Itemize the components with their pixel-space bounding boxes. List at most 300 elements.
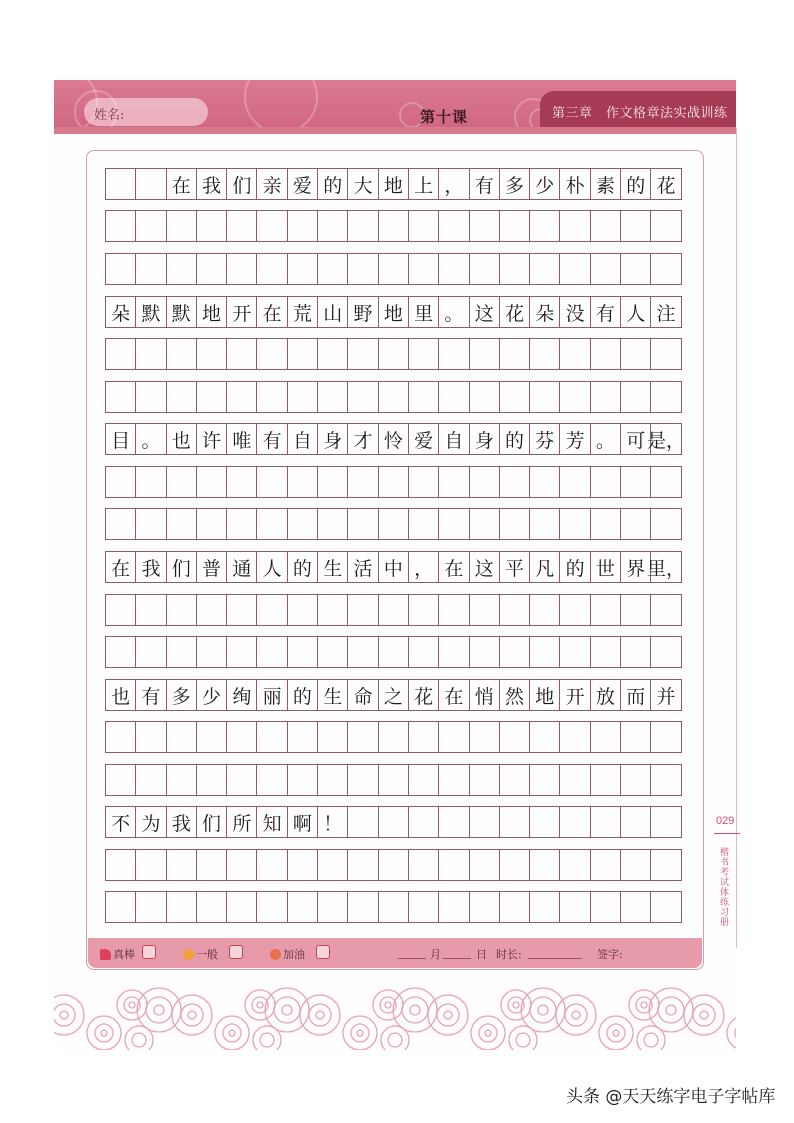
grid-cell[interactable] bbox=[621, 637, 651, 667]
grid-cell[interactable] bbox=[591, 850, 621, 880]
grid-cell[interactable] bbox=[470, 637, 500, 667]
grid-cell[interactable]: 放 bbox=[591, 680, 621, 710]
grid-cell[interactable]: 开 bbox=[560, 680, 590, 710]
grid-cell[interactable]: 的 bbox=[500, 424, 530, 454]
grid-cell[interactable] bbox=[591, 382, 621, 412]
grid-cell[interactable]: 也 bbox=[167, 424, 197, 454]
grid-cell[interactable] bbox=[560, 722, 590, 752]
grid-cell[interactable]: 我 bbox=[167, 807, 197, 837]
grid-cell[interactable] bbox=[227, 892, 257, 922]
grid-cell[interactable]: 芳 bbox=[560, 424, 590, 454]
grid-cell[interactable] bbox=[621, 807, 651, 837]
grid-cell[interactable] bbox=[348, 595, 378, 625]
grid-cell[interactable] bbox=[257, 765, 287, 795]
grid-cell[interactable] bbox=[651, 211, 681, 241]
grid-cell[interactable] bbox=[560, 339, 590, 369]
grid-cell[interactable] bbox=[409, 467, 439, 497]
grid-cell[interactable]: ， bbox=[409, 552, 439, 582]
grid-cell[interactable] bbox=[167, 637, 197, 667]
grid-cell[interactable] bbox=[409, 807, 439, 837]
grid-cell[interactable] bbox=[500, 850, 530, 880]
grid-cell[interactable] bbox=[288, 850, 318, 880]
grid-cell[interactable] bbox=[530, 254, 560, 284]
grid-cell[interactable] bbox=[560, 595, 590, 625]
grid-cell[interactable] bbox=[348, 254, 378, 284]
grid-cell[interactable]: 多 bbox=[500, 169, 530, 199]
grid-cell[interactable]: 而 bbox=[621, 680, 651, 710]
grid-cell[interactable] bbox=[409, 211, 439, 241]
grid-cell[interactable]: 爱 bbox=[409, 424, 439, 454]
grid-cell[interactable] bbox=[560, 807, 590, 837]
grid-cell[interactable] bbox=[621, 467, 651, 497]
grid-cell[interactable] bbox=[530, 765, 560, 795]
grid-cell[interactable] bbox=[470, 765, 500, 795]
grid-cell[interactable] bbox=[318, 211, 348, 241]
grid-cell[interactable]: 亲 bbox=[257, 169, 287, 199]
grid-cell[interactable] bbox=[288, 595, 318, 625]
grid-cell[interactable] bbox=[621, 595, 651, 625]
grid-cell[interactable] bbox=[379, 807, 409, 837]
grid-cell[interactable] bbox=[560, 765, 590, 795]
grid-cell[interactable] bbox=[136, 637, 166, 667]
grid-cell[interactable]: 身 bbox=[318, 424, 348, 454]
grid-cell[interactable] bbox=[257, 339, 287, 369]
grid-cell[interactable]: 中 bbox=[379, 552, 409, 582]
grid-cell[interactable] bbox=[439, 382, 469, 412]
grid-cell[interactable] bbox=[227, 467, 257, 497]
grid-cell[interactable] bbox=[470, 382, 500, 412]
grid-cell[interactable] bbox=[167, 765, 197, 795]
grid-cell[interactable] bbox=[651, 382, 681, 412]
grid-cell[interactable] bbox=[470, 509, 500, 539]
grid-cell[interactable]: 所 bbox=[227, 807, 257, 837]
grid-cell[interactable]: 人 bbox=[621, 297, 651, 327]
grid-cell[interactable]: 为 bbox=[136, 807, 166, 837]
grid-cell[interactable] bbox=[651, 509, 681, 539]
grid-cell[interactable]: 花 bbox=[500, 297, 530, 327]
grid-cell[interactable]: 。 bbox=[439, 297, 469, 327]
rating-ok-checkbox[interactable] bbox=[229, 945, 243, 959]
grid-cell[interactable] bbox=[348, 339, 378, 369]
grid-cell[interactable] bbox=[136, 509, 166, 539]
grid-cell[interactable] bbox=[106, 892, 136, 922]
grid-cell[interactable]: 然 bbox=[500, 680, 530, 710]
grid-cell[interactable] bbox=[197, 339, 227, 369]
grid-cell[interactable] bbox=[470, 339, 500, 369]
grid-cell[interactable] bbox=[348, 467, 378, 497]
grid-cell[interactable] bbox=[288, 382, 318, 412]
grid-cell[interactable] bbox=[621, 892, 651, 922]
grid-cell[interactable] bbox=[379, 637, 409, 667]
grid-cell[interactable]: 里 bbox=[409, 297, 439, 327]
grid-cell[interactable]: 的 bbox=[560, 552, 590, 582]
grid-cell[interactable]: 们 bbox=[197, 807, 227, 837]
grid-cell[interactable] bbox=[651, 254, 681, 284]
grid-cell[interactable] bbox=[651, 807, 681, 837]
grid-cell[interactable] bbox=[651, 892, 681, 922]
grid-cell[interactable] bbox=[379, 595, 409, 625]
grid-cell[interactable] bbox=[470, 211, 500, 241]
grid-cell[interactable] bbox=[197, 892, 227, 922]
grid-cell[interactable] bbox=[318, 467, 348, 497]
grid-cell[interactable] bbox=[106, 169, 136, 199]
grid-cell[interactable] bbox=[500, 509, 530, 539]
grid-cell[interactable] bbox=[136, 722, 166, 752]
grid-cell[interactable]: 知 bbox=[257, 807, 287, 837]
grid-cell[interactable] bbox=[439, 807, 469, 837]
grid-cell[interactable] bbox=[651, 637, 681, 667]
grid-cell[interactable] bbox=[136, 382, 166, 412]
grid-cell[interactable] bbox=[530, 339, 560, 369]
grid-cell[interactable] bbox=[530, 722, 560, 752]
grid-cell[interactable]: 唯 bbox=[227, 424, 257, 454]
grid-cell[interactable]: 们 bbox=[227, 169, 257, 199]
grid-cell[interactable] bbox=[288, 892, 318, 922]
grid-cell[interactable] bbox=[379, 722, 409, 752]
grid-cell[interactable] bbox=[167, 339, 197, 369]
grid-cell[interactable] bbox=[197, 765, 227, 795]
grid-cell[interactable] bbox=[651, 722, 681, 752]
grid-cell[interactable]: 身 bbox=[470, 424, 500, 454]
grid-cell[interactable] bbox=[167, 254, 197, 284]
grid-cell[interactable] bbox=[409, 339, 439, 369]
grid-cell[interactable] bbox=[470, 892, 500, 922]
grid-cell[interactable] bbox=[318, 892, 348, 922]
grid-cell[interactable] bbox=[288, 254, 318, 284]
grid-cell[interactable] bbox=[257, 467, 287, 497]
grid-cell[interactable] bbox=[530, 807, 560, 837]
grid-cell[interactable] bbox=[530, 467, 560, 497]
grid-cell[interactable] bbox=[257, 892, 287, 922]
grid-cell[interactable]: 少 bbox=[197, 680, 227, 710]
grid-cell[interactable] bbox=[348, 807, 378, 837]
grid-cell[interactable]: 通 bbox=[227, 552, 257, 582]
grid-cell[interactable] bbox=[197, 509, 227, 539]
grid-cell[interactable] bbox=[197, 467, 227, 497]
grid-cell[interactable] bbox=[439, 509, 469, 539]
grid-cell[interactable]: 地 bbox=[530, 680, 560, 710]
grid-cell[interactable] bbox=[439, 467, 469, 497]
grid-cell[interactable] bbox=[439, 765, 469, 795]
grid-cell[interactable]: 这 bbox=[470, 297, 500, 327]
grid-cell[interactable] bbox=[136, 850, 166, 880]
grid-cell[interactable] bbox=[621, 765, 651, 795]
grid-cell[interactable]: 在 bbox=[106, 552, 136, 582]
grid-cell[interactable] bbox=[439, 339, 469, 369]
grid-cell[interactable] bbox=[591, 467, 621, 497]
grid-cell[interactable] bbox=[379, 211, 409, 241]
grid-cell[interactable]: 的 bbox=[288, 552, 318, 582]
grid-cell[interactable]: 有 bbox=[470, 169, 500, 199]
grid-cell[interactable] bbox=[227, 595, 257, 625]
grid-cell[interactable]: 是， bbox=[651, 424, 681, 454]
grid-cell[interactable] bbox=[167, 722, 197, 752]
grid-cell[interactable] bbox=[257, 509, 287, 539]
grid-cell[interactable]: 花 bbox=[651, 169, 681, 199]
grid-cell[interactable] bbox=[288, 765, 318, 795]
grid-cell[interactable] bbox=[621, 850, 651, 880]
grid-cell[interactable]: 在 bbox=[257, 297, 287, 327]
grid-cell[interactable] bbox=[379, 382, 409, 412]
grid-cell[interactable] bbox=[136, 595, 166, 625]
grid-cell[interactable] bbox=[379, 892, 409, 922]
grid-cell[interactable] bbox=[136, 254, 166, 284]
grid-cell[interactable]: 命 bbox=[348, 680, 378, 710]
grid-cell[interactable]: 爱 bbox=[288, 169, 318, 199]
grid-cell[interactable] bbox=[106, 595, 136, 625]
grid-cell[interactable]: 有 bbox=[257, 424, 287, 454]
grid-cell[interactable] bbox=[348, 211, 378, 241]
grid-cell[interactable] bbox=[439, 722, 469, 752]
grid-cell[interactable]: 这 bbox=[470, 552, 500, 582]
grid-cell[interactable] bbox=[318, 765, 348, 795]
grid-cell[interactable]: 注 bbox=[651, 297, 681, 327]
grid-cell[interactable] bbox=[288, 467, 318, 497]
grid-cell[interactable] bbox=[106, 382, 136, 412]
grid-cell[interactable]: 生 bbox=[318, 680, 348, 710]
grid-cell[interactable] bbox=[227, 382, 257, 412]
grid-cell[interactable]: 平 bbox=[500, 552, 530, 582]
grid-cell[interactable] bbox=[621, 722, 651, 752]
grid-cell[interactable] bbox=[318, 254, 348, 284]
grid-cell[interactable]: 并 bbox=[651, 680, 681, 710]
grid-cell[interactable] bbox=[409, 254, 439, 284]
grid-cell[interactable]: 在 bbox=[439, 680, 469, 710]
grid-cell[interactable] bbox=[136, 339, 166, 369]
grid-cell[interactable] bbox=[530, 637, 560, 667]
grid-cell[interactable] bbox=[500, 637, 530, 667]
grid-cell[interactable] bbox=[288, 211, 318, 241]
grid-cell[interactable] bbox=[106, 467, 136, 497]
grid-cell[interactable] bbox=[318, 595, 348, 625]
grid-cell[interactable]: 可 bbox=[621, 424, 651, 454]
grid-cell[interactable] bbox=[227, 211, 257, 241]
grid-cell[interactable] bbox=[500, 254, 530, 284]
grid-cell[interactable] bbox=[379, 850, 409, 880]
grid-cell[interactable] bbox=[500, 892, 530, 922]
grid-cell[interactable]: 丽 bbox=[257, 680, 287, 710]
grid-cell[interactable] bbox=[500, 467, 530, 497]
grid-cell[interactable] bbox=[136, 765, 166, 795]
grid-cell[interactable] bbox=[348, 637, 378, 667]
grid-cell[interactable] bbox=[560, 509, 590, 539]
grid-cell[interactable]: 世 bbox=[591, 552, 621, 582]
grid-cell[interactable] bbox=[560, 637, 590, 667]
duration-blank[interactable] bbox=[528, 958, 582, 959]
grid-cell[interactable]: 有 bbox=[136, 680, 166, 710]
grid-cell[interactable]: 上 bbox=[409, 169, 439, 199]
grid-cell[interactable]: 山 bbox=[318, 297, 348, 327]
grid-cell[interactable] bbox=[409, 509, 439, 539]
grid-cell[interactable] bbox=[470, 722, 500, 752]
grid-cell[interactable] bbox=[318, 339, 348, 369]
grid-cell[interactable] bbox=[379, 254, 409, 284]
grid-cell[interactable] bbox=[106, 637, 136, 667]
grid-cell[interactable] bbox=[530, 509, 560, 539]
grid-cell[interactable] bbox=[348, 722, 378, 752]
grid-cell[interactable]: 不 bbox=[106, 807, 136, 837]
grid-cell[interactable] bbox=[227, 637, 257, 667]
grid-cell[interactable] bbox=[106, 765, 136, 795]
grid-cell[interactable] bbox=[591, 765, 621, 795]
grid-cell[interactable]: 们 bbox=[167, 552, 197, 582]
grid-cell[interactable] bbox=[106, 509, 136, 539]
grid-cell[interactable] bbox=[167, 595, 197, 625]
grid-cell[interactable] bbox=[167, 509, 197, 539]
grid-cell[interactable] bbox=[439, 595, 469, 625]
grid-cell[interactable] bbox=[500, 807, 530, 837]
grid-cell[interactable] bbox=[591, 637, 621, 667]
grid-cell[interactable] bbox=[470, 850, 500, 880]
grid-cell[interactable] bbox=[257, 722, 287, 752]
grid-cell[interactable] bbox=[227, 254, 257, 284]
grid-cell[interactable] bbox=[470, 467, 500, 497]
grid-cell[interactable]: 没 bbox=[560, 297, 590, 327]
grid-cell[interactable] bbox=[167, 892, 197, 922]
grid-cell[interactable] bbox=[379, 339, 409, 369]
grid-cell[interactable] bbox=[257, 382, 287, 412]
grid-cell[interactable]: 悄 bbox=[470, 680, 500, 710]
grid-cell[interactable] bbox=[500, 765, 530, 795]
grid-cell[interactable]: ！ bbox=[318, 807, 348, 837]
grid-cell[interactable] bbox=[651, 850, 681, 880]
grid-cell[interactable] bbox=[560, 467, 590, 497]
grid-cell[interactable] bbox=[106, 850, 136, 880]
grid-cell[interactable] bbox=[621, 509, 651, 539]
grid-cell[interactable]: 地 bbox=[379, 169, 409, 199]
grid-cell[interactable] bbox=[379, 765, 409, 795]
grid-cell[interactable] bbox=[530, 850, 560, 880]
grid-cell[interactable] bbox=[560, 850, 590, 880]
grid-cell[interactable]: 开 bbox=[227, 297, 257, 327]
grid-cell[interactable]: 在 bbox=[167, 169, 197, 199]
grid-cell[interactable] bbox=[257, 254, 287, 284]
grid-cell[interactable]: 少 bbox=[530, 169, 560, 199]
grid-cell[interactable]: 。 bbox=[591, 424, 621, 454]
grid-cell[interactable]: 许 bbox=[197, 424, 227, 454]
grid-cell[interactable] bbox=[106, 722, 136, 752]
grid-cell[interactable] bbox=[591, 339, 621, 369]
grid-cell[interactable]: 啊 bbox=[288, 807, 318, 837]
day-blank[interactable] bbox=[443, 958, 471, 959]
grid-cell[interactable] bbox=[651, 765, 681, 795]
grid-cell[interactable] bbox=[439, 637, 469, 667]
grid-cell[interactable] bbox=[621, 211, 651, 241]
grid-cell[interactable] bbox=[197, 595, 227, 625]
grid-cell[interactable]: 界 bbox=[621, 552, 651, 582]
grid-cell[interactable] bbox=[257, 211, 287, 241]
grid-cell[interactable] bbox=[560, 892, 590, 922]
grid-cell[interactable]: 人 bbox=[257, 552, 287, 582]
grid-cell[interactable] bbox=[288, 509, 318, 539]
grid-cell[interactable] bbox=[227, 765, 257, 795]
grid-cell[interactable] bbox=[500, 211, 530, 241]
grid-cell[interactable] bbox=[197, 254, 227, 284]
grid-cell[interactable] bbox=[470, 807, 500, 837]
grid-cell[interactable] bbox=[530, 595, 560, 625]
grid-cell[interactable] bbox=[257, 637, 287, 667]
grid-cell[interactable] bbox=[591, 595, 621, 625]
grid-cell[interactable] bbox=[651, 339, 681, 369]
grid-cell[interactable]: 花 bbox=[409, 680, 439, 710]
grid-cell[interactable]: 朴 bbox=[560, 169, 590, 199]
grid-cell[interactable]: 绚 bbox=[227, 680, 257, 710]
grid-cell[interactable]: 朵 bbox=[530, 297, 560, 327]
grid-cell[interactable] bbox=[591, 254, 621, 284]
month-blank[interactable] bbox=[398, 958, 426, 959]
grid-cell[interactable] bbox=[409, 892, 439, 922]
grid-cell[interactable]: 怜 bbox=[379, 424, 409, 454]
grid-cell[interactable] bbox=[439, 211, 469, 241]
grid-cell[interactable] bbox=[500, 382, 530, 412]
grid-cell[interactable]: 生 bbox=[318, 552, 348, 582]
grid-cell[interactable] bbox=[348, 850, 378, 880]
grid-cell[interactable] bbox=[318, 722, 348, 752]
grid-cell[interactable] bbox=[318, 509, 348, 539]
grid-cell[interactable]: 。 bbox=[136, 424, 166, 454]
grid-cell[interactable] bbox=[470, 595, 500, 625]
grid-cell[interactable]: 也 bbox=[106, 680, 136, 710]
grid-cell[interactable]: 有 bbox=[591, 297, 621, 327]
grid-cell[interactable]: 自 bbox=[439, 424, 469, 454]
grid-cell[interactable]: 大 bbox=[348, 169, 378, 199]
grid-cell[interactable]: 目 bbox=[106, 424, 136, 454]
grid-cell[interactable] bbox=[621, 254, 651, 284]
grid-cell[interactable] bbox=[591, 722, 621, 752]
grid-cell[interactable] bbox=[439, 254, 469, 284]
grid-cell[interactable]: 凡 bbox=[530, 552, 560, 582]
grid-cell[interactable]: 地 bbox=[379, 297, 409, 327]
grid-cell[interactable]: 之 bbox=[379, 680, 409, 710]
grid-cell[interactable] bbox=[348, 382, 378, 412]
grid-cell[interactable] bbox=[530, 382, 560, 412]
grid-cell[interactable] bbox=[197, 637, 227, 667]
grid-cell[interactable] bbox=[591, 211, 621, 241]
grid-cell[interactable]: 里， bbox=[651, 552, 681, 582]
grid-cell[interactable]: 的 bbox=[288, 680, 318, 710]
grid-cell[interactable] bbox=[167, 211, 197, 241]
grid-cell[interactable]: 的 bbox=[318, 169, 348, 199]
grid-cell[interactable] bbox=[500, 722, 530, 752]
grid-cell[interactable] bbox=[288, 339, 318, 369]
rating-try-checkbox[interactable] bbox=[316, 945, 330, 959]
grid-cell[interactable] bbox=[409, 722, 439, 752]
grid-cell[interactable] bbox=[591, 807, 621, 837]
grid-cell[interactable] bbox=[227, 850, 257, 880]
grid-cell[interactable]: 地 bbox=[197, 297, 227, 327]
grid-cell[interactable] bbox=[106, 339, 136, 369]
grid-cell[interactable] bbox=[379, 509, 409, 539]
grid-cell[interactable]: 默 bbox=[167, 297, 197, 327]
grid-cell[interactable]: 芬 bbox=[530, 424, 560, 454]
grid-cell[interactable] bbox=[167, 467, 197, 497]
grid-cell[interactable] bbox=[560, 211, 590, 241]
grid-cell[interactable] bbox=[409, 637, 439, 667]
grid-cell[interactable] bbox=[348, 892, 378, 922]
grid-cell[interactable] bbox=[409, 382, 439, 412]
grid-cell[interactable] bbox=[560, 254, 590, 284]
grid-cell[interactable] bbox=[318, 637, 348, 667]
grid-cell[interactable] bbox=[348, 765, 378, 795]
grid-cell[interactable] bbox=[470, 254, 500, 284]
grid-cell[interactable]: 素 bbox=[591, 169, 621, 199]
grid-cell[interactable]: 野 bbox=[348, 297, 378, 327]
grid-cell[interactable] bbox=[409, 850, 439, 880]
grid-cell[interactable] bbox=[560, 382, 590, 412]
grid-cell[interactable] bbox=[257, 850, 287, 880]
grid-cell[interactable]: 我 bbox=[136, 552, 166, 582]
grid-cell[interactable]: 朵 bbox=[106, 297, 136, 327]
